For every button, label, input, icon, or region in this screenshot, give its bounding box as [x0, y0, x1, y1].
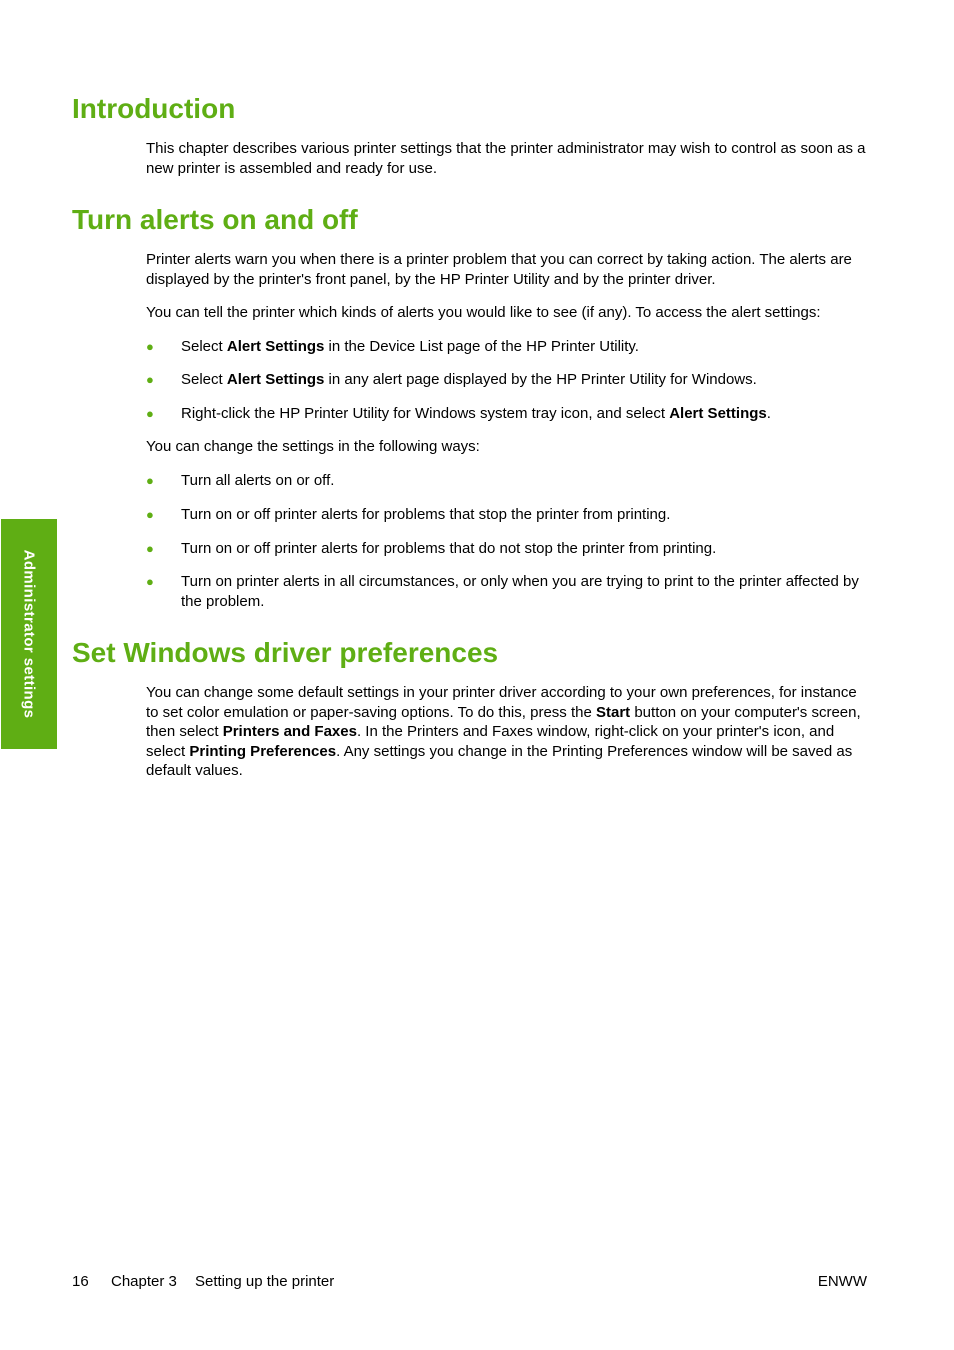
bullet-icon: ● — [146, 372, 154, 387]
alerts-paragraph-3: You can change the settings in the following ways: — [146, 438, 480, 455]
heading-introduction: Introduction — [72, 93, 236, 124]
driver-paragraph: You can change some default settings in your printer driver according to your own preferences, for instance to set color emulation or paper-saving options. To do this, press the Start button on your computer's screen, then select Printers and Faxes. In the Printers and Faxes window, right-click on your printer's icon, and select Printing Preferences. Any settings you change in the Printing Preferences window will be saved as default values. — [146, 684, 861, 779]
side-tab-label: Administrator settings — [20, 549, 38, 719]
intro-paragraph: This chapter describes various printer settings that the printer administrator may wish to control as soon as a new printer is assembled and ready for use. — [146, 140, 866, 177]
bullet-icon: ● — [146, 507, 154, 522]
alerts-paragraph-2: You can tell the printer which kinds of alerts you would like to see (if any). To access the alert settings: — [146, 304, 821, 321]
bullet-icon: ● — [146, 541, 154, 556]
heading-turn-alerts: Turn alerts on and off — [72, 204, 358, 235]
footer-page-number: 16 — [72, 1273, 89, 1290]
heading-driver-preferences: Set Windows driver preferences — [72, 637, 499, 668]
footer-locale-code: ENWW — [817, 1273, 867, 1290]
section-side-tab — [1, 519, 57, 749]
alerts-paragraph-1: Printer alerts warn you when there is a printer problem that you can correct by taking action. The alerts are displayed by the printer's front panel, by the HP Printer Utility and by the printer driver. — [146, 251, 852, 288]
bullet-icon: ● — [146, 406, 154, 421]
bullet-icon: ● — [146, 574, 154, 589]
bullet-icon: ● — [146, 473, 154, 488]
footer-chapter-title: Setting up the printer — [195, 1273, 335, 1290]
bullet-icon: ● — [146, 339, 154, 354]
footer-chapter: Chapter 3 — [111, 1273, 177, 1290]
